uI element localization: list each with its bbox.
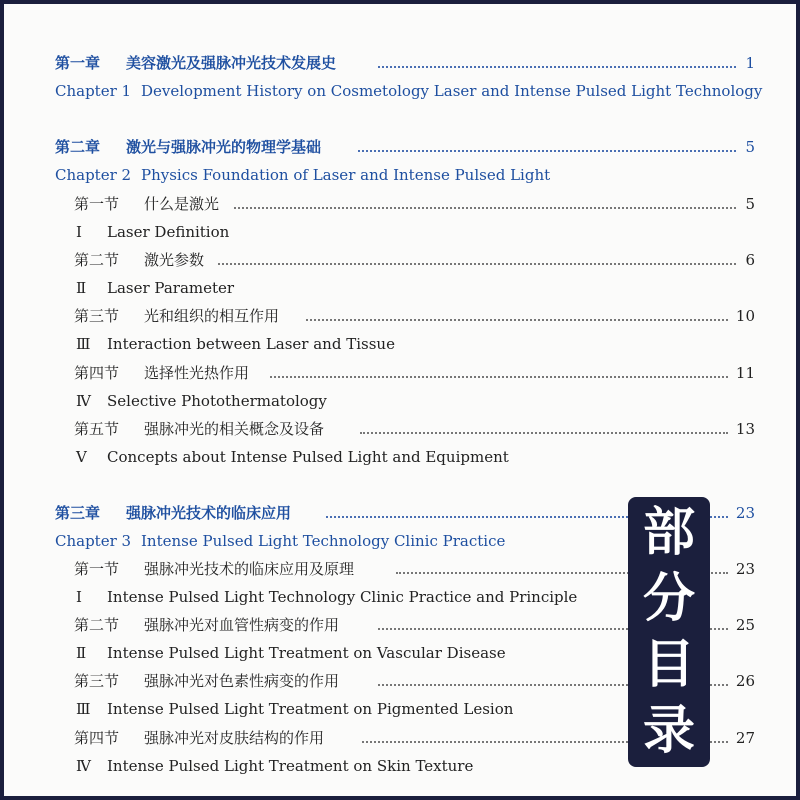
page-number: 23 — [735, 504, 755, 522]
section-label-en: Ⅳ — [76, 392, 91, 410]
page-number: 26 — [735, 672, 755, 690]
dot-leader — [270, 376, 728, 378]
section-title-en: Laser Definition — [107, 223, 230, 241]
section-2-1-en-row — [0, 219, 800, 245]
section-2-5-zh-row[interactable] — [0, 416, 800, 442]
section-title-en: Intense Pulsed Light Treatment on Skin Texture — [107, 757, 474, 775]
section-title: 选择性光热作用 — [144, 364, 250, 382]
chapter-title-en: Physics Foundation of Laser and Intense Pulsed Light — [141, 166, 551, 184]
chapter-label-en: Chapter 2 — [55, 166, 132, 184]
section-label-en: Ⅰ — [76, 588, 82, 606]
section-label-en: Ⅲ — [76, 335, 91, 353]
dot-leader — [234, 207, 736, 209]
chapter-title-en: Development History on Cosmetology Laser and Intense Pulsed Light Technology — [141, 82, 763, 100]
page-number: 23 — [735, 560, 755, 578]
badge-char: 录 — [642, 701, 695, 761]
section-title: 强脉冲光技术的临床应用及原理 — [144, 560, 355, 578]
chapter-1-en-row — [0, 78, 800, 104]
section-title: 强脉冲光对皮肤结构的作用 — [144, 729, 325, 747]
chapter-title: 激光与强脉冲光的物理学基础 — [126, 138, 322, 156]
section-label-en: Ⅰ — [76, 223, 82, 241]
chapter-2-en-row — [0, 162, 800, 188]
page-number: 25 — [735, 616, 755, 634]
section-title: 强脉冲光对色素性病变的作用 — [144, 672, 340, 690]
section-title: 强脉冲光的相关概念及设备 — [144, 420, 325, 438]
section-title-en: Intense Pulsed Light Treatment on Pigmented Lesion — [107, 700, 514, 718]
chapter-label-en: Chapter 1 — [55, 82, 132, 100]
chapter-2-zh-row[interactable] — [0, 134, 800, 160]
badge-char: 分 — [642, 569, 695, 629]
section-label: 第三节 — [74, 672, 120, 690]
section-label: 第四节 — [74, 364, 120, 382]
dot-leader — [360, 432, 728, 434]
section-label-en: Ⅱ — [76, 279, 87, 297]
page-number: 5 — [745, 195, 755, 213]
section-title-en: Interaction between Laser and Tissue — [107, 335, 395, 353]
badge-char: 部 — [642, 503, 695, 563]
section-title: 强脉冲光对血管性病变的作用 — [144, 616, 340, 634]
page-number: 10 — [735, 307, 755, 325]
section-2-4-zh-row[interactable] — [0, 360, 800, 386]
section-2-3-zh-row[interactable] — [0, 303, 800, 329]
page-number: 6 — [745, 251, 755, 269]
dot-leader — [218, 263, 736, 265]
chapter-label: 第二章 — [55, 138, 101, 156]
partial-contents-badge — [628, 497, 710, 767]
section-label: 第三节 — [74, 307, 120, 325]
section-label-en: Ⅳ — [76, 757, 91, 775]
section-title: 激光参数 — [144, 251, 205, 269]
section-title-en: Concepts about Intense Pulsed Light and Equipment — [107, 448, 509, 466]
section-title-en: Laser Parameter — [107, 279, 235, 297]
section-title-en: Intense Pulsed Light Technology Clinic Practice and Principle — [107, 588, 578, 606]
section-title-en: Selective Photothermatology — [107, 392, 327, 410]
page-number: 11 — [735, 364, 755, 382]
chapter-title-en: Intense Pulsed Light Technology Clinic Practice — [141, 532, 506, 550]
section-title: 什么是激光 — [144, 195, 220, 213]
dot-leader — [306, 319, 728, 321]
chapter-label-en: Chapter 3 — [55, 532, 132, 550]
chapter-1-zh-row[interactable] — [0, 50, 800, 76]
dot-leader — [358, 150, 736, 152]
section-title: 光和组织的相互作用 — [144, 307, 280, 325]
dot-leader — [378, 66, 736, 68]
section-label-en: Ⅴ — [76, 448, 87, 466]
badge-char: 目 — [642, 635, 695, 695]
section-2-4-en-row — [0, 388, 800, 414]
section-2-5-en-row — [0, 444, 800, 470]
page-number: 1 — [745, 54, 755, 72]
section-label: 第一节 — [74, 560, 120, 578]
section-label: 第二节 — [74, 616, 120, 634]
section-label: 第二节 — [74, 251, 120, 269]
chapter-title: 美容激光及强脉冲光技术发展史 — [126, 54, 337, 72]
chapter-title: 强脉冲光技术的临床应用 — [126, 504, 292, 522]
section-label: 第五节 — [74, 420, 120, 438]
page-number: 27 — [735, 729, 755, 747]
section-label: 第四节 — [74, 729, 120, 747]
section-title-en: Intense Pulsed Light Treatment on Vascular Disease — [107, 644, 506, 662]
section-2-1-zh-row[interactable] — [0, 191, 800, 217]
page-number: 5 — [745, 138, 755, 156]
section-label-en: Ⅲ — [76, 700, 91, 718]
section-label-en: Ⅱ — [76, 644, 87, 662]
section-2-3-en-row — [0, 331, 800, 357]
chapter-label: 第一章 — [55, 54, 101, 72]
section-2-2-en-row — [0, 275, 800, 301]
section-2-2-zh-row[interactable] — [0, 247, 800, 273]
page-number: 13 — [735, 420, 755, 438]
section-label: 第一节 — [74, 195, 120, 213]
chapter-label: 第三章 — [55, 504, 101, 522]
